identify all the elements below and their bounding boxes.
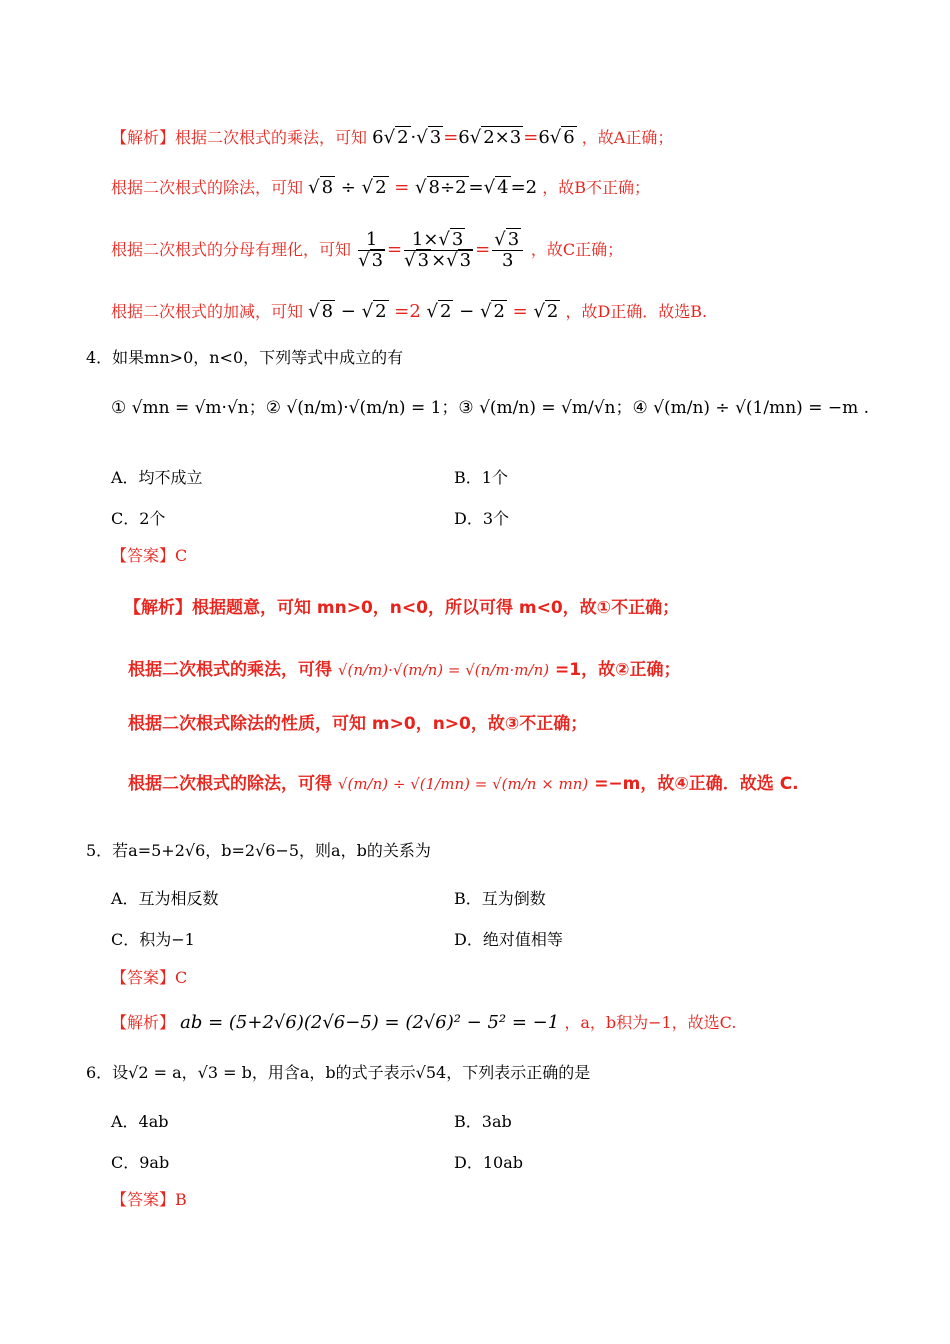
q4-option-b[interactable]: B．1个 [454, 468, 508, 487]
q5-answer: 【答案】C [111, 968, 188, 987]
q6-option-b[interactable]: B．3ab [454, 1112, 512, 1131]
q6-option-a[interactable]: A．4ab [111, 1112, 169, 1131]
question-4-stem: 4．如果mn>0，n<0，下列等式中成立的有 [86, 348, 404, 367]
math-expression: √ 8 − √ 2 =2 √ 2 − √ 2 = √ 2 [308, 301, 559, 322]
q5-option-b[interactable]: B．互为倒数 [454, 889, 546, 908]
analysis-conclusion: ，故A正确； [581, 128, 674, 147]
math-expression: $\frac{1}{√ 3}$ = $\frac{1\times√ 3}{√ 3 \times√ 3}$ = $\frac{√ 3}{3}$ [356, 239, 531, 260]
q5-option-d[interactable]: D．绝对值相等 [454, 930, 563, 949]
q3-analysis-line-1 [111, 128, 673, 148]
q4-option-a[interactable]: A．均不成立 [111, 468, 203, 487]
q3-analysis-line-3: 根据二次根式的分母有理化，可知 $\frac{1}{√ 3}$ = $\frac{1\times√ 3}{√ 3 \times√ 3}$ = $\frac{√ 3}{3}$ ，故C正确； [111, 228, 624, 271]
q4-option-d[interactable]: D．3个 [454, 509, 510, 528]
math-expression: 6√ 2 ·√ 3 =6√ 2×3 =6√ 6 [372, 127, 575, 148]
math-expression: √ 8 ÷ √ 2 = √ 8÷2 =√ 4 =2 [308, 177, 538, 198]
q5-option-a[interactable]: A．互为相反数 [111, 889, 219, 908]
question-4-items: ① √mn = √m·√n；② √(n/m)·√(m/n) = 1；③ √(m/n) = √m/√n；④ √(m/n) ÷ √(1/mn) = −m . [111, 398, 870, 418]
q4-analysis-line-1: 【解析】根据题意，可知 mn>0，n<0，所以可得 m<0，故①不正确； [124, 598, 680, 618]
q4-option-c[interactable]: C．2个 [111, 509, 166, 528]
q6-answer: 【答案】B [111, 1190, 187, 1209]
question-5-stem: 5．若a=5+2√6，b=2√6−5，则a，b的关系为 [86, 841, 431, 860]
analysis-text: 根据二次根式的乘法，可知 [175, 128, 368, 147]
math-expression: √(m/n) ÷ √(1/mn) = √(m/n × mn) [337, 775, 589, 793]
analysis-tag: 【解析】 [111, 128, 176, 147]
q5-option-c[interactable]: C．积为−1 [111, 930, 195, 949]
math-expression: ab = (5+2√6)(2√6−5) = (2√6)² − 5² = −1 [180, 1012, 560, 1033]
q4-analysis-line-4: 根据二次根式的除法，可得 √(m/n) ÷ √(1/mn) = √(m/n × mn) =−m，故④正确．故选 C. [128, 774, 799, 794]
question-6-stem: 6．设√2 = a，√3 = b，用含a，b的式子表示√54，下列表示正确的是 [86, 1063, 591, 1082]
q5-analysis: 【解析】 ab = (5+2√6)(2√6−5) = (2√6)² − 5² = −1 ，a，b积为−1，故选C. [111, 1012, 737, 1033]
q6-option-c[interactable]: C．9ab [111, 1153, 170, 1172]
q4-analysis-line-2: 根据二次根式的乘法，可得 √(n/m)·√(m/n) = √(n/m·m/n) =1，故②正确； [128, 660, 681, 680]
q4-analysis-line-3: 根据二次根式除法的性质，可知 m>0，n>0，故③不正确； [128, 714, 588, 734]
math-expression: √(n/m)·√(m/n) = √(n/m·m/n) [337, 661, 550, 679]
q6-option-d[interactable]: D．10ab [454, 1153, 523, 1172]
q3-analysis-line-4: 根据二次根式的加减，可知 √ 8 − √ 2 =2 √ 2 − √ 2 = √ 2 ，故D正确．故选B. [111, 301, 708, 322]
q4-answer: 【答案】C [111, 546, 188, 565]
q3-analysis-line-2: 根据二次根式的除法，可知 √ 8 ÷ √ 2 = √ 8÷2 =√ 4 =2 ，故B不正确； [111, 177, 650, 198]
